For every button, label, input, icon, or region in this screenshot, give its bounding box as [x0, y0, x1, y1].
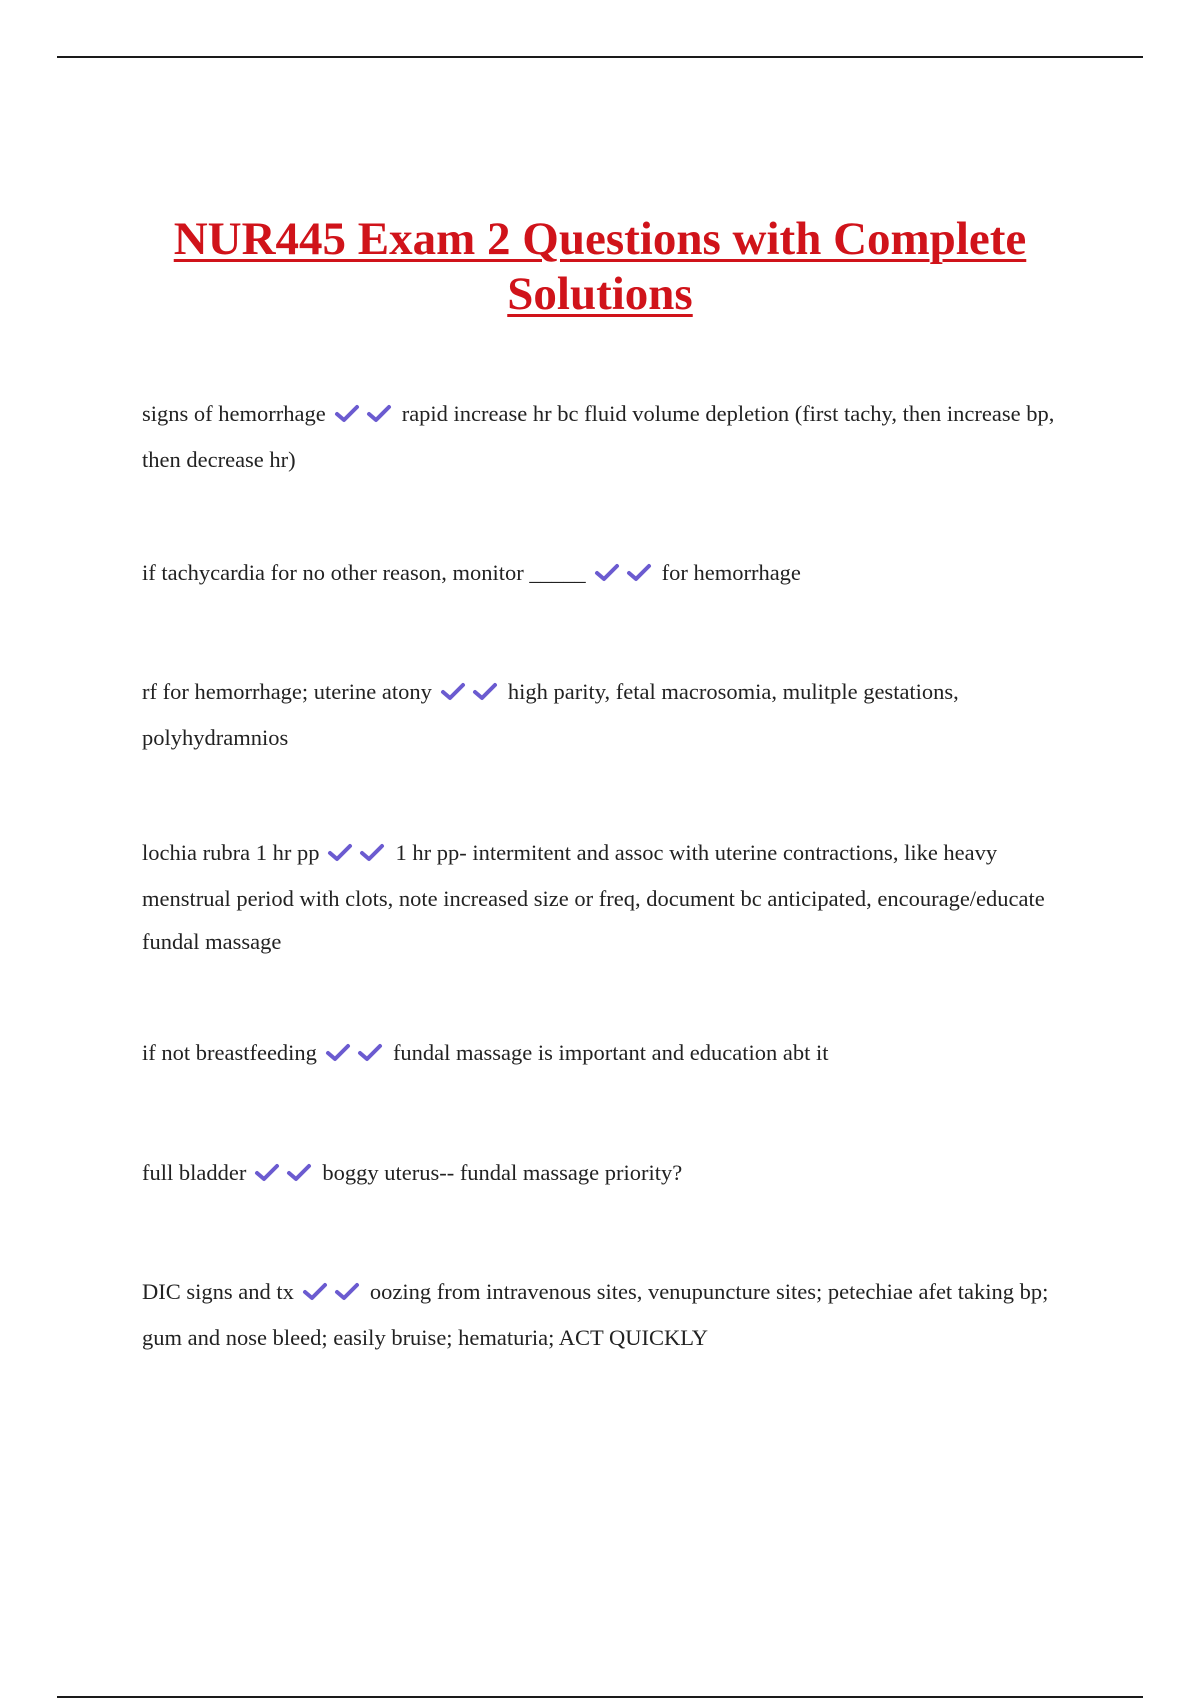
double-check-icon: [325, 1034, 389, 1077]
check-icon: [594, 563, 620, 583]
qa-entry: [142, 831, 1072, 963]
qa-entry: [142, 670, 1072, 759]
check-icon: [327, 843, 353, 863]
double-check-icon: [440, 673, 504, 716]
double-check-icon: [254, 1154, 318, 1197]
qa-term: full bladder: [142, 1160, 247, 1185]
top-rule: [57, 56, 1143, 58]
check-icon: [334, 404, 360, 424]
qa-term: signs of hemorrhage: [142, 401, 326, 426]
qa-term: if not breastfeeding: [142, 1040, 317, 1065]
double-check-icon: [594, 554, 658, 597]
check-icon: [626, 563, 652, 583]
document-title: NUR445 Exam 2 Questions with Complete Solutions: [173, 213, 1027, 320]
check-icon: [325, 1043, 351, 1063]
qa-definition: for hemorrhage: [661, 560, 801, 585]
qa-definition: oozing from intravenous sites, venupuncture sites; petechiae afet taking bp; gum and nose bleed; easily bruise; hematuria; ACT QUICKLY: [142, 1279, 1049, 1350]
qa-definition: rapid increase hr bc fluid volume depletion (first tachy, then increase bp, then decrease hr): [142, 401, 1055, 472]
qa-definition: 1 hr pp- intermitent and assoc with uterine contractions, like heavy menstrual period with clots, note increased size or freq, document bc anticipated, encourage/educate fundal massage: [142, 840, 1045, 954]
qa-entry: [142, 1031, 1072, 1077]
qa-term: rf for hemorrhage; uterine atony: [142, 679, 432, 704]
check-icon: [254, 1163, 280, 1183]
qa-entry: [142, 551, 1072, 597]
check-icon: [334, 1282, 360, 1302]
double-check-icon: [327, 834, 391, 877]
check-icon: [366, 404, 392, 424]
check-icon: [472, 682, 498, 702]
qa-definition: high parity, fetal macrosomia, mulitple gestations, polyhydramnios: [142, 679, 959, 750]
double-check-icon: [302, 1273, 366, 1316]
qa-term: lochia rubra 1 hr pp: [142, 840, 320, 865]
qa-entry: [142, 1270, 1072, 1359]
check-icon: [302, 1282, 328, 1302]
qa-term: DIC signs and tx: [142, 1279, 294, 1304]
qa-term: if tachycardia for no other reason, monitor _____: [142, 560, 586, 585]
check-icon: [359, 843, 385, 863]
double-check-icon: [334, 395, 398, 438]
qa-entry: [142, 392, 1072, 481]
qa-definition: fundal massage is important and education abt it: [392, 1040, 829, 1065]
qa-definition: boggy uterus-- fundal massage priority?: [322, 1160, 683, 1185]
qa-entry: [142, 1151, 1072, 1197]
check-icon: [286, 1163, 312, 1183]
bottom-rule: [57, 1696, 1143, 1698]
check-icon: [357, 1043, 383, 1063]
check-icon: [440, 682, 466, 702]
